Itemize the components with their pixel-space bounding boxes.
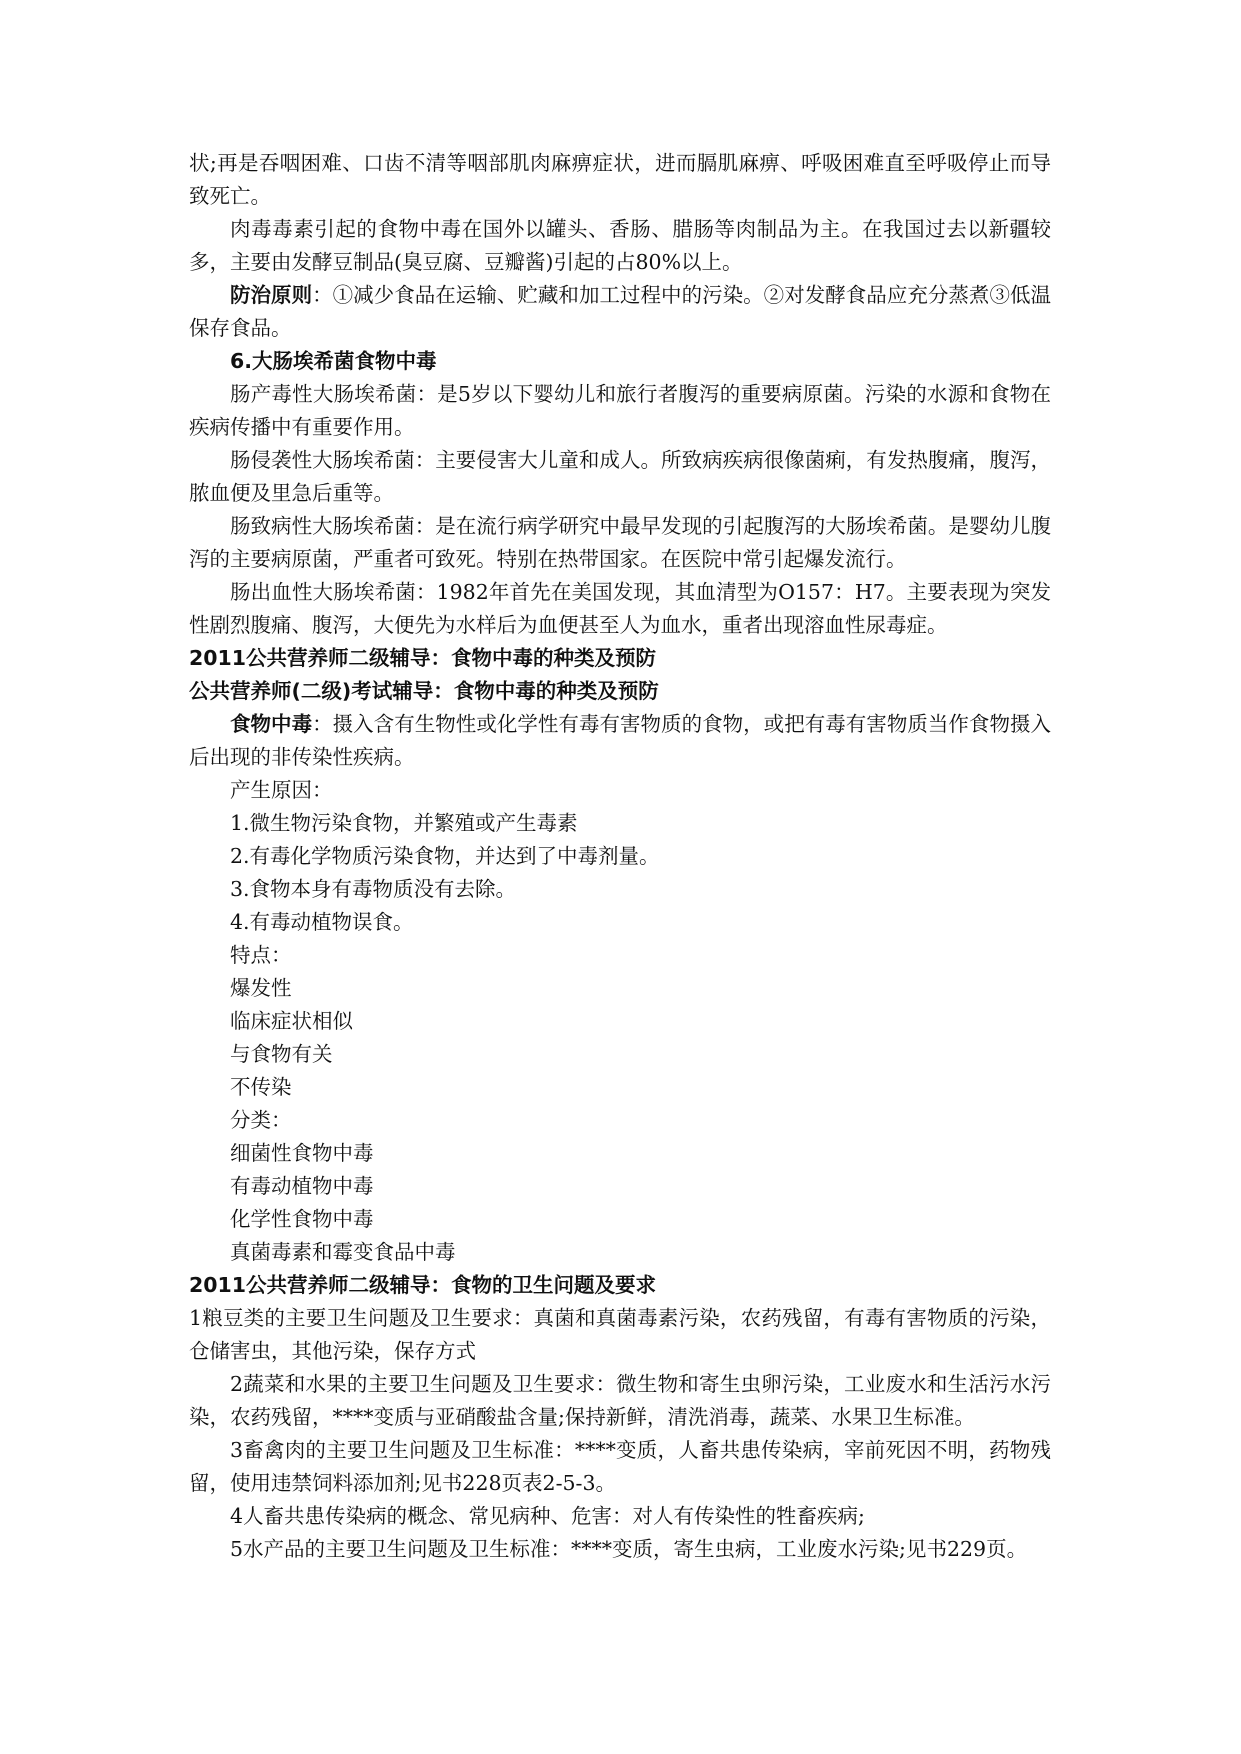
heading-article-food-poisoning: 2011公共营养师二级辅导：食物中毒的种类及预防: [189, 646, 657, 670]
definition-label: 食物中毒: [230, 712, 313, 736]
list-item: 3.食物本身有毒物质没有去除。: [230, 877, 517, 901]
list-item: 与食物有关: [230, 1042, 333, 1066]
paragraph-hygiene-item-3: 3畜禽肉的主要卫生问题及卫生标准：****变质，人畜共患传染病，宰前死因不明，药物残留，使用违禁饲料添加剂;见书228页表2-5-3。: [189, 1438, 1051, 1495]
list-item: 细菌性食物中毒: [230, 1141, 374, 1165]
list-item: 爆发性: [230, 976, 292, 1000]
list-item: 特点：: [230, 943, 292, 967]
subheading-article-food-poisoning: 公共营养师(二级)考试辅导：食物中毒的种类及预防: [189, 679, 659, 703]
paragraph-prevention: [189, 279, 1051, 345]
document-page: [189, 147, 1051, 1566]
list-item: 临床症状相似: [230, 1009, 353, 1033]
prevention-label: 防治原则: [230, 283, 313, 307]
paragraph-eiec: 肠侵袭性大肠埃希菌：主要侵害大儿童和成人。所致病疾病很像菌痢，有发热腹痛，腹泻，脓血便及里急后重等。: [189, 448, 1051, 505]
paragraph-epec: 肠致病性大肠埃希菌：是在流行病学研究中最早发现的引起腹泻的大肠埃希菌。是婴幼儿腹泻的主要病原菌，严重者可致死。特别在热带国家。在医院中常引起爆发流行。: [189, 514, 1051, 571]
list-item: 2.有毒化学物质污染食物，并达到了中毒剂量。: [230, 844, 660, 868]
heading-section-6: 6.大肠埃希菌食物中毒: [230, 349, 437, 373]
heading-article-hygiene: 2011公共营养师二级辅导：食物的卫生问题及要求: [189, 1273, 657, 1297]
list-item: 有毒动植物中毒: [230, 1174, 374, 1198]
paragraph-hygiene-item-2: 2蔬菜和水果的主要卫生问题及卫生要求：微生物和寄生虫卵污染，工业废水和生活污水污染，农药残留，****变质与亚硝酸盐含量;保持新鲜，清洗消毒，蔬菜、水果卫生标准。: [189, 1372, 1051, 1429]
list-item: 真菌毒素和霉变食品中毒: [230, 1240, 456, 1264]
list-item: 化学性食物中毒: [230, 1207, 374, 1231]
list-item: 1.微生物污染食物，并繁殖或产生毒素: [230, 811, 578, 835]
paragraph-ehec: 肠出血性大肠埃希菌：1982年首先在美国发现，其血清型为O157：H7。主要表现为突发性剧烈腹痛、腹泻，大便先为水样后为血便甚至人为血水，重者出现溶血性尿毒症。: [189, 580, 1051, 637]
prevention-text: ：①减少食品在运输、贮藏和加工过程中的污染。②对发酵食品应充分蒸煮③低温保存食品。: [189, 283, 1052, 340]
list-item: 不传染: [230, 1075, 292, 1099]
list-item: 分类：: [230, 1108, 292, 1132]
list-item: 产生原因：: [230, 778, 333, 802]
paragraph-hygiene-item-1: 1粮豆类的主要卫生问题及卫生要求：真菌和真菌毒素污染，农药残留，有毒有害物质的污染，仓储害虫，其他污染，保存方式: [189, 1306, 1051, 1363]
paragraph-definition: [189, 708, 1051, 774]
list-item: 4.有毒动植物误食。: [230, 910, 414, 934]
paragraph-botulism-symptoms: 状;再是吞咽困难、口齿不清等咽部肌肉麻痹症状，进而膈肌麻痹、呼吸困难直至呼吸停止而导致死亡。: [189, 151, 1051, 208]
paragraph-hygiene-item-5: 5水产品的主要卫生问题及卫生标准：****变质，寄生虫病，工业废水污染;见书229页。: [230, 1537, 1028, 1561]
paragraph-etec: 肠产毒性大肠埃希菌：是5岁以下婴幼儿和旅行者腹泻的重要病原菌。污染的水源和食物在疾病传播中有重要作用。: [189, 382, 1051, 439]
paragraph-hygiene-item-4: 4人畜共患传染病的概念、常见病种、危害：对人有传染性的牲畜疾病;: [230, 1504, 865, 1528]
paragraph-botulism-sources: 肉毒毒素引起的食物中毒在国外以罐头、香肠、腊肠等肉制品为主。在我国过去以新疆较多，主要由发酵豆制品(臭豆腐、豆瓣酱)引起的占80%以上。: [189, 217, 1051, 274]
definition-text: ：摄入含有生物性或化学性有毒有害物质的食物，或把有毒有害物质当作食物摄入后出现的非传染性疾病。: [189, 712, 1052, 769]
